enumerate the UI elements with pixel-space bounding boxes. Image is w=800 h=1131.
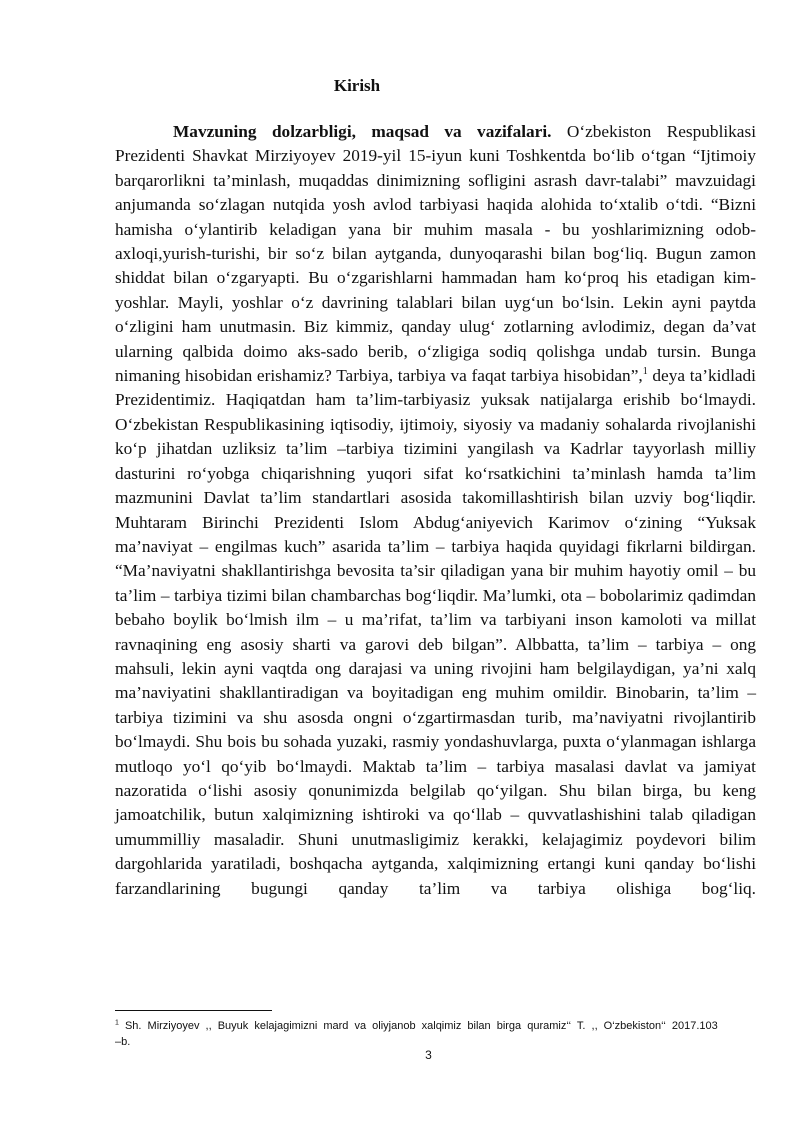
page-number: 3 — [425, 1048, 432, 1062]
paragraph-lead: Mavzuning dolzarbligi, maqsad va vazifalari. — [173, 122, 552, 141]
footnote-reference[interactable]: 1 — [642, 366, 648, 378]
body-paragraph — [115, 120, 756, 901]
footnote — [115, 1018, 725, 1050]
paragraph-text-part1: O‘zbekiston Respublikasi Prezidenti Shavkat Mirziyoyev 2019-yil 15-iyun kuni Toshkentda bo‘lib o‘tgan “Ijtimoiy barqarorlikni ta’minlash, muqaddas dinimizning sofligini asrash davr-talabi” mavzuidagi anjumanda so‘zlagan nutqida yosh avlod tarbiyasi haqida alohida to‘xtalib o‘tdi. “Bizni hamisha o‘ylantirib keladigan yana bir muhim masala - bu yoshlarimizning odob-axloqi,yurish-turishi, bir so‘z bilan aytganda, dunyoqarashi bilan bog‘liq. Bugun zamon shiddat bilan o‘zgaryapti. Bu o‘zgarishlarni hammadan ham ko‘proq his etadigan kim-yoshlar. Mayli, yoshlar o‘z davrining talablari bilan uyg‘un bo‘lsin. Lekin ayni paytda o‘zligini ham unutmasin. Biz kimmiz, qanday ulug‘ zotlarning avlodimiz, degan da’vat ularning qalbida doimo aks-sado berib, o‘zligiga sodiq qolishga undab tursin. Bunga nimaning hisobidan erishamiz? Tarbiya, tarbiya va faqat tarbiya hisobidan”, — [115, 122, 757, 386]
paragraph-text-part2: deya ta’kidladi Prezidentimiz. Haqiqatdan ham ta’lim-tarbiyasiz yuksak natijalarga erishib bo‘lmaydi. O‘zbekistan Respublikasining iqtisodiy, ijtimoiy, siyosiy va madaniy sohalarda rivojlanishi ko‘p jihatdan uzliksiz ta’lim –tarbiya tizimini yangilash va Kadrlar tayyorlash milliy dasturini ro‘yobga chiqarishning yuqori sifat ko‘rsatkichini ta’minlash hamda ta’lim mazmunini Davlat ta’lim standartlari asosida takomillashtirish bilan uzviy bog‘liqdir. Muhtaram Birinchi Prezidenti Islom Abdug‘aniyevich Karimov o‘zining “Yuksak ma’naviyat – engilmas kuch” asarida ta’lim – tarbiya haqida quyidagi fikrlarni bildirgan. “Ma’naviyatni shakllantirishga bevosita ta’sir qiladigan yana bir muhim hayotiy omil – bu ta’lim – tarbiya tizimi bilan chambarchas bog‘liqdir. Ma’lumki, ota – bobolarimiz qadimdan bebaho boylik bo‘lmish ilm – u ma’rifat, ta’lim va tarbiyani inson kamoloti va millat ravnaqining eng asosiy sharti va garovi deb bilgan”. Albbatta, ta’lim – tarbiya – ong mahsuli, lekin ayni vaqtda ong darajasi va uning rivojini ham belgilaydigan, ya’ni xalq ma’naviyatini shakllantiradigan va boyitadigan eng muhim omildir. Binobarin, ta’lim – tarbiya tizimini va shu asosda ongni o‘zgartirmasdan turib, ma’naviyatni rivojlantirib bo‘lmaydi. Shu bois bu sohada yuzaki, rasmiy yondashuvlarga, puxta o‘ylanmagan ishlarga mutloqo yo‘l qo‘yib bo‘lmaydi. Maktab ta’lim – tarbiya masalasi davlat va jamiyat nazoratida o‘lishi asosiy qonunimizda belgilab qo‘yilgan. Shu bilan birga, bu keng jamoatchilik, butun xalqimizning ishtiroki va qo‘llab – quvvatlashishini talab qiladigan umummilliy masaladir. Shuni unutmasligimiz kerakki, kelajagimiz poydevori bilim dargohlarida yaratiladi, boshqacha aytganda, xalqimizning ertangi kuni qanday bo‘lishi farzandlarining bugungi qanday ta’lim va tarbiya olishiga bog‘liq. — [115, 366, 756, 898]
footnote-separator — [115, 1010, 272, 1011]
section-heading: Kirish — [333, 76, 381, 95]
footnote-marker: 1 — [115, 1019, 119, 1027]
footnote-text: Sh. Mirziyoyev ,, Buyuk kelajagimizni mard va oliyjanob xalqimiz bilan birga quramiz‘‘ T. ,, O‘zbekiston‘‘ 2017.103 –b. — [115, 1020, 718, 1048]
